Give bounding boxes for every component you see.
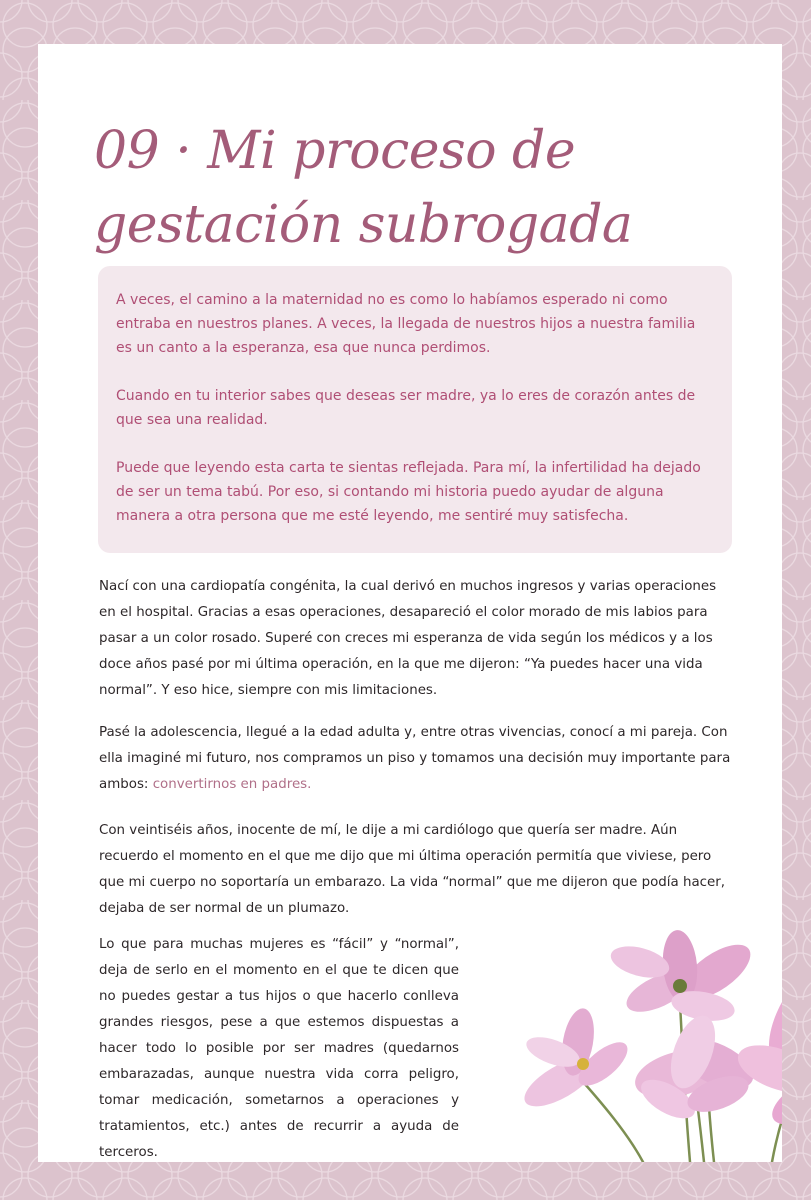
body-paragraph-3 <box>99 818 733 922</box>
page-title: 09 · Mi proceso de gestación subrogada <box>94 121 633 255</box>
flower-center <box>630 1010 761 1126</box>
flower-top <box>607 929 759 1026</box>
intro-quote-box <box>98 266 732 553</box>
body-paragraph-text <box>99 720 733 798</box>
document-page <box>38 44 782 1162</box>
body-paragraph-main: Pasé la adolescencia, llegué a la edad adulta y, entre otras vivencias, conocí a mi pareja. Con ella imaginé mi futuro, nos compramos un piso y tomamos una decisión muy importante para ambos: <box>99 725 731 792</box>
body-paragraph-text: Nací con una cardiopatía congénita, la cual derivó en muchos ingresos y varias operaciones en el hospital. Gracias a esas operaciones, desapareció el color morado de mis labios para pasar a un color rosado. Superé con creces mi esperanza de vida según los médicos y a los doce años pasé por mi última operación, en la que me dijeron: “Ya puedes hacer una vida normal”. Y eso hice, siempre con mis limitaciones. <box>99 579 717 698</box>
intro-paragraph: A veces, el camino a la maternidad no es como lo habíamos esperado ni como entraba en nuestros planes. A veces, la llegada de nuestros hijos a nuestra familia es un canto a la esperanza, esa que nunca perdimos. <box>116 292 696 356</box>
highlighted-phrase: convertirnos en padres. <box>152 777 312 792</box>
intro-paragraph: Puede que leyendo esta carta te sientas reflejada. Para mí, la infertilidad ha dejado de ser un tema tabú. Por eso, si contando mi historia puedo ayudar de alguna manera a otra persona que me esté leyendo, me sentiré muy satisfecha. <box>116 460 701 524</box>
body-paragraph-2 <box>99 720 733 798</box>
flower-left <box>517 1006 634 1116</box>
intro-paragraph: Cuando en tu interior sabes que deseas ser madre, ya lo eres de corazón antes de que sea una realidad. <box>116 388 696 428</box>
body-paragraph-1 <box>99 574 733 704</box>
body-paragraph-text: Con veintiséis años, inocente de mí, le dije a mi cardiólogo que quería ser madre. Aún recuerdo el momento en el que me dijo que mi última operación permitía que viviese, pero que mi cuerpo no soportaría un embarazo. La vida “normal” que me dijeron que podía hacer, dejaba de ser normal de un plumazo. <box>99 823 726 916</box>
body-paragraph-text: Lo que para muchas mujeres es “fácil” y “normal”, deja de serlo en el momento en el que te dicen que no puedes gestar a tus hijos o que hacerlo conlleva grandes riesgos, pese a que estemos dispuestas a hacer todo lo posible por ser madres (quedarnos embarazadas, aunque nuestra vida corra peligro, tomar medicación, sometarnos a operaciones y tratamientos, etc.) antes de recurrir a ayuda de terceros. <box>99 937 459 1160</box>
pink-cosmos-flowers-illustration <box>478 924 782 1162</box>
flower-right <box>732 964 782 1134</box>
body-paragraph-4 <box>99 932 459 1162</box>
